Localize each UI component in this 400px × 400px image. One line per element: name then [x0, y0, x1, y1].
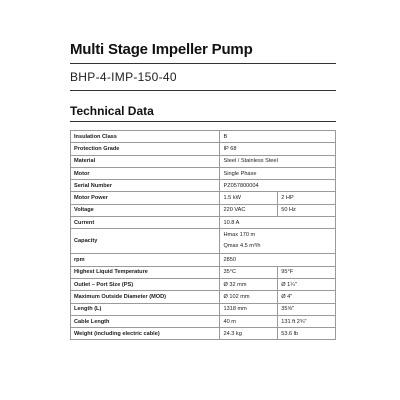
table-row	[71, 192, 336, 204]
spec-label: Protection Grade	[71, 143, 220, 155]
capacity-head-value: Hmax 170 m	[223, 232, 256, 239]
spec-label: Cable Length	[71, 315, 220, 327]
spec-label: Outlet – Port Size (PS)	[71, 278, 220, 290]
spec-value-metric: 24.3 kg	[220, 328, 278, 340]
spec-value: PZ057800004	[220, 180, 336, 192]
title-divider	[70, 63, 336, 64]
spec-value-imperial: 2 HP	[278, 192, 336, 204]
spec-label: Current	[71, 217, 220, 229]
table-row	[71, 315, 336, 327]
section-divider	[70, 121, 336, 122]
table-row	[71, 291, 336, 303]
spec-value-metric: 35°C	[220, 266, 278, 278]
table-row	[71, 328, 336, 340]
spec-label: Length (L)	[71, 303, 220, 315]
spec-label: Capacity	[71, 229, 220, 254]
spec-value-imperial: 53.6 lb	[278, 328, 336, 340]
spec-value-metric: Ø 32 mm	[220, 278, 278, 290]
spec-value-metric: 1.5 kW	[220, 192, 278, 204]
spec-value-imperial: 35⅝"	[278, 303, 336, 315]
page-title: Multi Stage Impeller Pump	[70, 41, 253, 58]
table-row	[71, 155, 336, 167]
spec-label: Weight (including electric cable)	[71, 328, 220, 340]
spec-value	[220, 229, 336, 254]
spec-value-metric: Ø 102 mm	[220, 291, 278, 303]
spec-label: rpm	[71, 254, 220, 266]
model-divider	[70, 90, 336, 91]
spec-label: Insulation Class	[71, 131, 220, 143]
spec-value: Steel / Stainless Steel	[220, 155, 336, 167]
spec-value-imperial: Ø 4"	[278, 291, 336, 303]
table-row	[71, 217, 336, 229]
model-number: BHP-4-IMP-150-40	[70, 70, 177, 84]
table-row	[71, 266, 336, 278]
spec-value-metric: 40 m	[220, 315, 278, 327]
spec-value-imperial: 131 ft 2¾"	[278, 315, 336, 327]
spec-label: Maximum Outside Diameter (MOD)	[71, 291, 220, 303]
spec-label: Motor Power	[71, 192, 220, 204]
table-row	[71, 303, 336, 315]
table-row	[71, 254, 336, 266]
spec-value-imperial: Ø 1¼"	[278, 278, 336, 290]
spec-value: 2850	[220, 254, 336, 266]
spec-label: Voltage	[71, 204, 220, 216]
table-row	[71, 131, 336, 143]
table-row	[71, 229, 336, 254]
spec-value: IP 68	[220, 143, 336, 155]
spec-label: Material	[71, 155, 220, 167]
table-row	[71, 143, 336, 155]
spec-value: Single Phase	[220, 167, 336, 179]
spec-label: Highest Liquid Temperature	[71, 266, 220, 278]
spec-label: Serial Number	[71, 180, 220, 192]
table-row	[71, 180, 336, 192]
spec-value-imperial: 50 Hz	[278, 204, 336, 216]
table-row	[71, 167, 336, 179]
spec-value: 10.8 A	[220, 217, 336, 229]
technical-data-table	[70, 130, 336, 340]
table-row	[71, 278, 336, 290]
table-row	[71, 204, 336, 216]
capacity-flow-value: Qmax 4.5 m³/h	[223, 243, 261, 250]
spec-value-metric: 220 VAC	[220, 204, 278, 216]
spec-value: B	[220, 131, 336, 143]
section-heading: Technical Data	[70, 104, 154, 118]
spec-value-metric: 1318 mm	[220, 303, 278, 315]
spec-value-imperial: 95°F	[278, 266, 336, 278]
spec-label: Motor	[71, 167, 220, 179]
